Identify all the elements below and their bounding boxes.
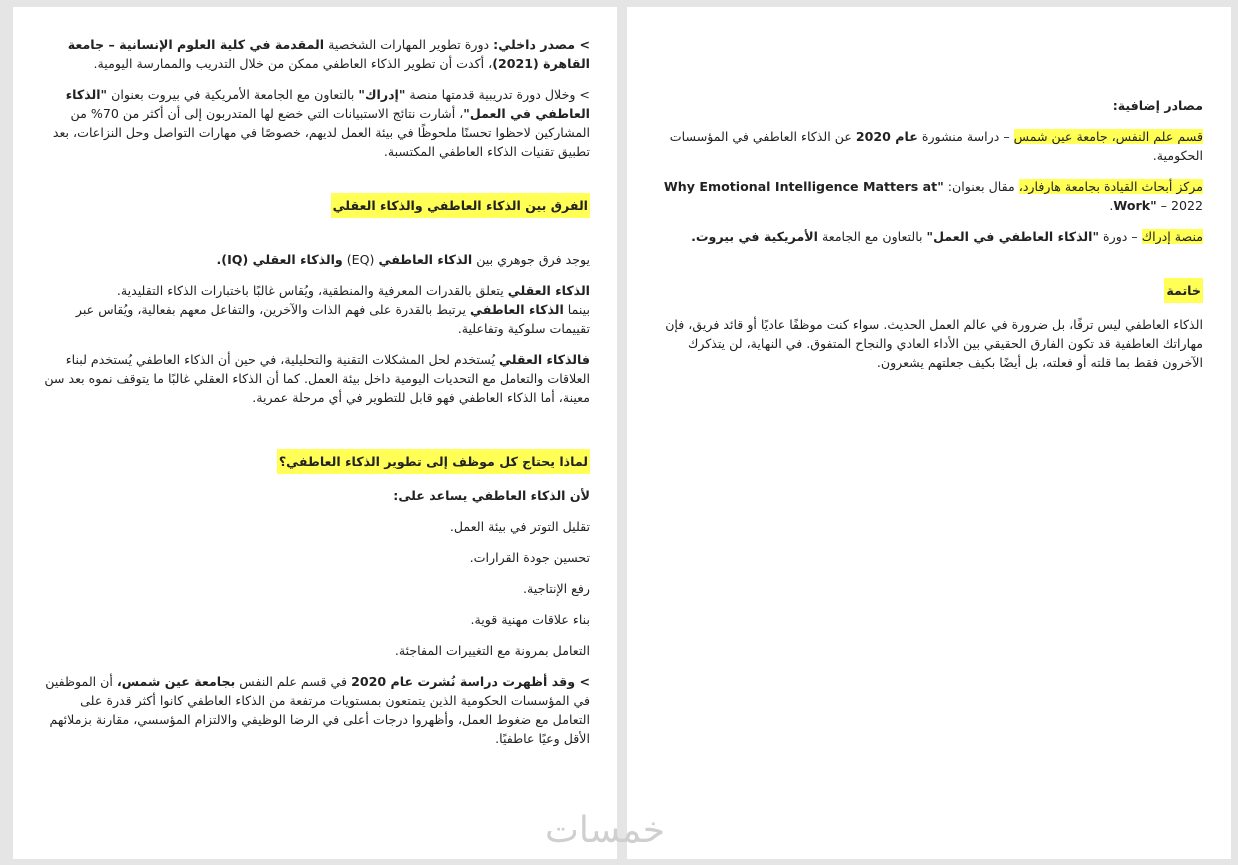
- bold-text: والذكاء العقلي (IQ).: [216, 252, 343, 267]
- text: مقال بعنوان:: [943, 179, 1019, 194]
- study-paragraph: [41, 672, 590, 748]
- difference-intro-paragraph: [41, 250, 590, 269]
- conclusion-heading: [655, 278, 1203, 303]
- highlighted-text: منصة إدراك: [1141, 229, 1203, 244]
- bold-text: "الذكاء العاطفي في العمل": [65, 87, 590, 121]
- source-item: [655, 177, 1203, 215]
- heading-text: الفرق بين الذكاء العاطفي والذكاء العقلي: [331, 193, 590, 218]
- bold-text: المقدمة في كلية العلوم الإنسانية – جامعة القاهرة (2021): [67, 37, 590, 71]
- source-item: [655, 127, 1203, 165]
- sources-title: [655, 96, 1203, 115]
- text: في قسم علم النفس: [235, 674, 352, 689]
- bold-text: مصادر إضافية:: [1112, 98, 1203, 113]
- section-heading-difference: [41, 193, 590, 218]
- page-content: [655, 96, 1203, 384]
- document-page-left: [13, 7, 617, 859]
- bold-text: "الذكاء العاطفي في العمل": [926, 229, 1100, 244]
- bold-text: الذكاء العاطفي: [378, 252, 473, 267]
- text: ، أكدت أن تطوير الذكاء العاطفي ممكن من خلال التدريب والممارسة اليومية.: [93, 56, 493, 71]
- section-heading-why: [41, 449, 590, 474]
- subheading: [41, 486, 590, 505]
- list-item: بناء علاقات مهنية قوية.: [470, 612, 590, 627]
- document-page-right: [627, 7, 1231, 859]
- spacer: [41, 173, 590, 193]
- bold-text: > مصدر داخلي:: [493, 37, 590, 52]
- text: – 2022.: [1109, 198, 1203, 213]
- list-item: تحسين جودة القرارات.: [469, 550, 590, 565]
- list-item: رفع الإنتاجية.: [523, 581, 590, 596]
- page-content: [41, 35, 590, 760]
- text: بينما: [563, 302, 590, 317]
- text: (EQ): [342, 252, 379, 267]
- bold-text: "Why Emotional Intelligence Matters at Work": [663, 179, 1157, 213]
- bold-text: الذكاء العقلي: [507, 283, 590, 298]
- bold-text: الذكاء العاطفي: [470, 302, 564, 317]
- text: > وخلال دورة تدريبية قدمتها منصة: [405, 87, 590, 102]
- bold-text: عام 2020: [855, 129, 918, 144]
- spacer: [655, 258, 1203, 278]
- heading-text: خاتمة: [1164, 278, 1203, 303]
- bold-text: لأن الذكاء العاطفي يساعد على:: [393, 488, 590, 503]
- text: بالتعاون مع الجامعة: [817, 229, 927, 244]
- source-item: [655, 227, 1203, 246]
- idraak-course-paragraph: [41, 85, 590, 161]
- iq-usage-paragraph: [41, 350, 590, 407]
- text: يُستخدم لحل المشكلات التقنية والتحليلية، في حين أن الذكاء العاطفي يُستخدم لبناء العلاقات والتعامل مع التحديات اليومية داخل بيئة العمل. كما أن الذكاء العقلي غالبًا ما يتوقف نموه بعد سن معينة، أما الذكاء العاطفي فهو قابل للتطوير في أي مرحلة عمرية.: [44, 352, 590, 405]
- text: يوجد فرق جوهري بين: [472, 252, 590, 267]
- text: يتعلق بالقدرات المعرفية والمنطقية، ويُقاس غالبًا باختبارات الذكاء التقليدية.: [116, 283, 508, 298]
- highlighted-text: مركز أبحاث القيادة بجامعة هارفارد،: [1018, 179, 1203, 194]
- bold-text: الأمريكية في بيروت.: [691, 229, 818, 244]
- spacer: [41, 230, 590, 250]
- bold-text: فالذكاء العقلي: [499, 352, 590, 367]
- heading-text: لماذا يحتاج كل موظف إلى تطوير الذكاء العاطفي؟: [277, 449, 590, 474]
- list-item: التعامل بمرونة مع التغييرات المفاجئة.: [394, 643, 590, 658]
- list-item: تقليل التوتر في بيئة العمل.: [449, 519, 590, 534]
- text: – دورة: [1099, 229, 1142, 244]
- internal-source-paragraph: [41, 35, 590, 73]
- highlighted-text: قسم علم النفس، جامعة عين شمس: [1013, 129, 1203, 144]
- text: بالتعاون مع الجامعة الأمريكية في بيروت بعنوان: [107, 87, 359, 102]
- khamsat-watermark-logo: خمسات: [545, 810, 666, 851]
- iq-eq-comparison-paragraph: [41, 281, 590, 338]
- text: دورة تطوير المهارات الشخصية: [324, 37, 494, 52]
- bold-text: بجامعة عين شمس،: [116, 674, 236, 689]
- text: – دراسة منشورة: [917, 129, 1014, 144]
- text: عن الذكاء العاطفي في المؤسسات الحكومية.: [669, 129, 1203, 163]
- bold-text: > وقد أظهرت دراسة نُشرت عام 2020: [351, 674, 590, 689]
- conclusion-paragraph: الذكاء العاطفي ليس ترفًا، بل ضرورة في عالم العمل الحديث. سواء كنت موظفًا عاديًا أو قائد فريق، فإن مهاراتك العاطفية قد تكون الفارق الحقيقي بين الأداء العادي والنجاح المتفوق. في النهاية، لن يتذكرك الآخرون فقط بما قلته أو فعلته، بل أيضًا بكيف جعلتهم يشعرون.: [665, 317, 1203, 370]
- spacer: [41, 419, 590, 449]
- text: يرتبط بالقدرة على فهم الذات والآخرين، والتفاعل معهم بفعالية، ويُقاس عبر تقييمات سلوكية وتفاعلية.: [75, 302, 590, 336]
- bold-text: "إدراك": [358, 87, 406, 102]
- text: أن الموظفين في المؤسسات الحكومية الذين يتمتعون بمستويات مرتفعة من الذكاء العاطفي كانوا أكثر قدرة على التعامل مع ضغوط العمل، وأظهروا درجات أعلى في الرضا الوظيفي والالتزام المؤسسي، مقارنة بزملائهم الأقل وعيًا عاطفيًا.: [45, 674, 590, 746]
- text: ، أشارت نتائج الاستبيانات التي خضع لها المتدربون إلى أن أكثر من 70% من المشاركين لاحظوا تحسنًا ملحوظًا في بيئة العمل لديهم، خصوصًا في مهارات التواصل وحل النزاعات، بعد تطبيق تقنيات الذكاء العاطفي المكتسبة.: [52, 106, 590, 159]
